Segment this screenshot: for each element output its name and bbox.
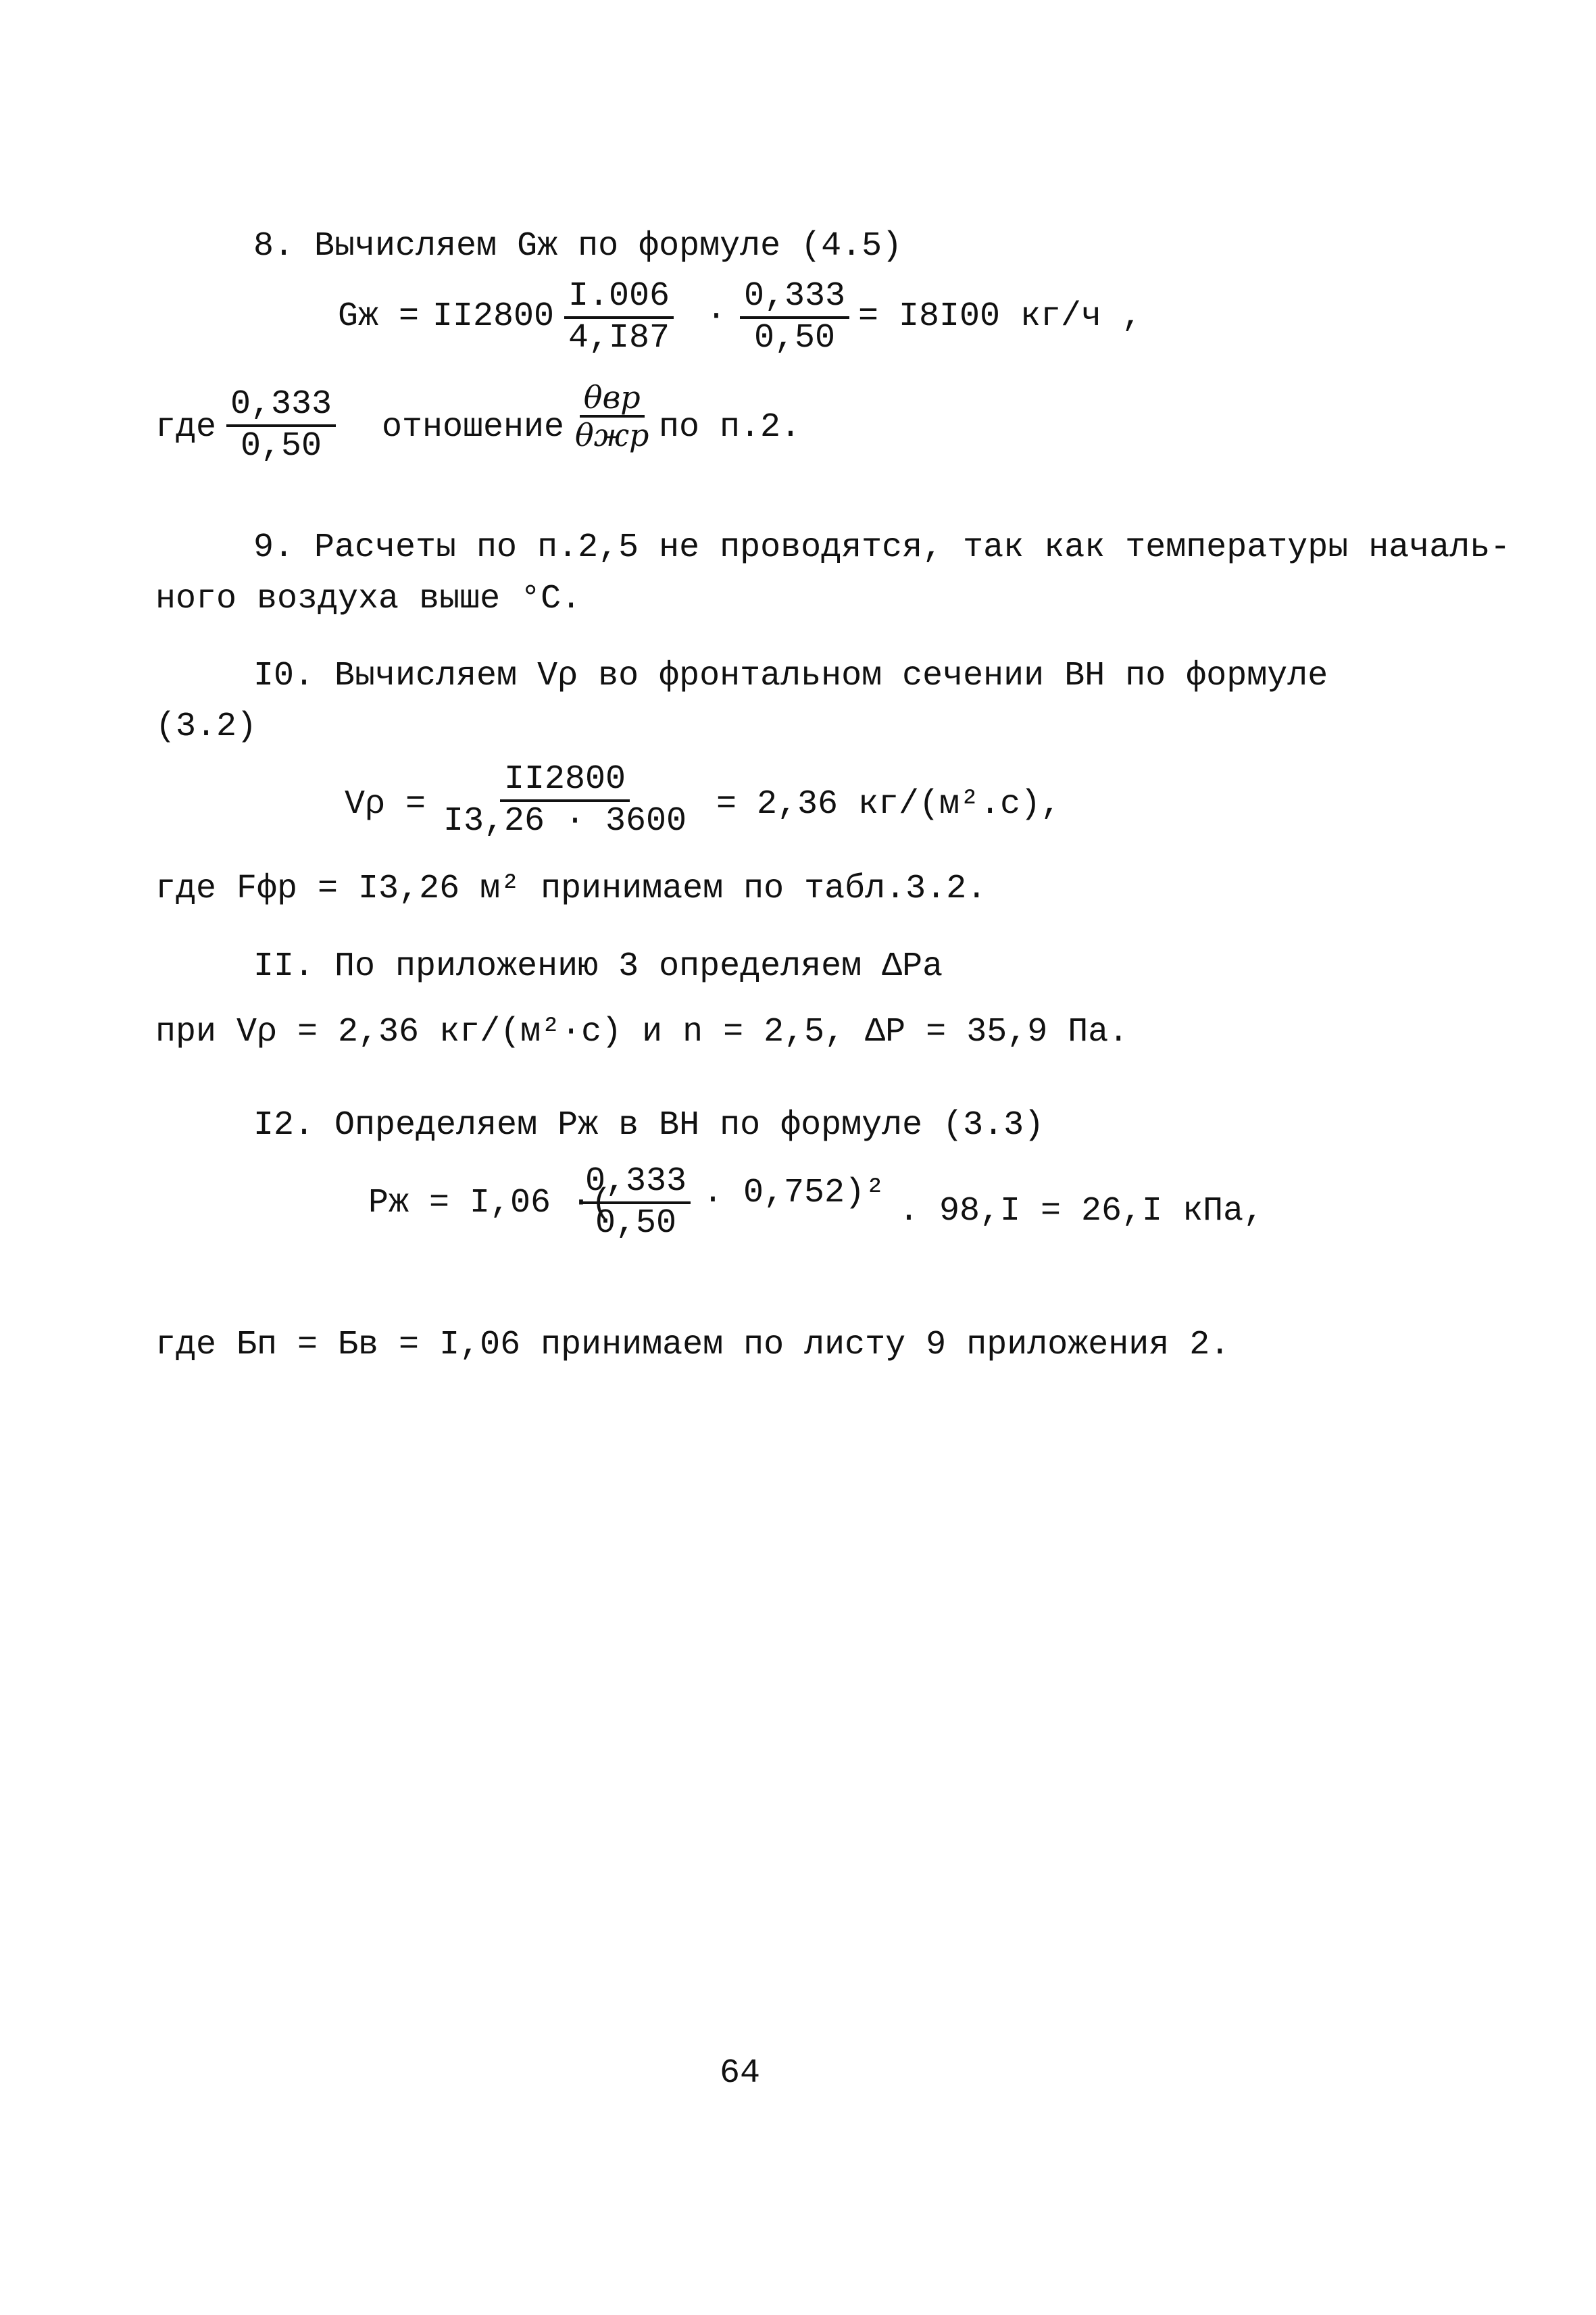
item-10-eq-lhs: Vρ = — [345, 785, 426, 824]
item-11-line-2: при Vρ = 2,36 кг/(м²·с) и n = 2,5, ΔP = 35,9 Па. — [155, 1013, 1129, 1051]
item-8-ref: по п.2. — [659, 408, 801, 447]
item-10-where: где Fфр = I3,26 м² принимаем по табл.3.2. — [155, 870, 987, 908]
item-10-eq-rhs: = 2,36 кг/(м².с), — [716, 785, 1062, 824]
item-8-ratio-word: отношение — [382, 408, 565, 447]
item-8-eq-coef: II2800 — [432, 297, 555, 336]
fraction-denominator: 0,50 — [241, 427, 322, 466]
item-10-line-2: (3.2) — [155, 707, 257, 746]
item-8-fraction-1 — [564, 277, 674, 358]
item-8-where: где — [155, 408, 217, 447]
item-8-eq-rhs: = I8I00 кг/ч , — [858, 297, 1143, 336]
fraction-numerator: I.006 — [564, 277, 674, 319]
item-8-where-fraction — [226, 385, 336, 466]
item-8-fraction-2 — [740, 277, 849, 358]
fraction-numerator: 0,333 — [581, 1162, 691, 1204]
item-12-where: где Бп = Бв = I,06 принимаем по листу 9 приложения 2. — [155, 1326, 1230, 1364]
fraction-denominator: 0,50 — [754, 319, 836, 357]
item-12-heading: I2. Определяем Pж в ВН по формуле (3.3) — [253, 1106, 1045, 1145]
item-12-eq-rhs: . 98,I = 26,I кПа, — [899, 1192, 1264, 1230]
item-8-dot: · — [706, 297, 727, 336]
fraction-denominator: 4,I87 — [568, 319, 670, 357]
item-8-eq-lhs: Gж = — [338, 297, 420, 336]
item-9-line-1: 9. Расчеты по п.2,5 не проводятся, так как температуры началь- — [253, 528, 1511, 567]
item-9-line-2: ного воздуха выше °С. — [155, 580, 582, 618]
item-10-line-1: I0. Вычисляем Vρ во фронтальном сечении ВН по формуле — [253, 657, 1328, 695]
fraction-numerator: 0,333 — [226, 385, 336, 427]
item-12-eq-mid: . 0,752)² — [703, 1174, 886, 1212]
fraction-numerator: II2800 — [500, 760, 630, 802]
fraction-denominator: I3,26 · 3600 — [443, 802, 687, 841]
page-number: 64 — [720, 2054, 761, 2093]
item-8-theta-fraction — [571, 380, 653, 453]
item-11-line-1: II. По приложению 3 определяем ΔPa — [253, 947, 943, 986]
item-12-eq-lhs: Pж = I,06 ·( — [368, 1184, 612, 1222]
fraction-numerator: 0,333 — [740, 277, 849, 319]
item-10-fraction — [439, 760, 691, 841]
item-12-fraction — [581, 1162, 691, 1243]
item-8-heading: 8. Вычисляем Gж по формуле (4.5) — [253, 227, 903, 266]
fraction-denominator: 0,50 — [595, 1204, 677, 1243]
fraction-denominator: θжр — [575, 417, 649, 453]
fraction-numerator: θвр — [580, 380, 645, 418]
